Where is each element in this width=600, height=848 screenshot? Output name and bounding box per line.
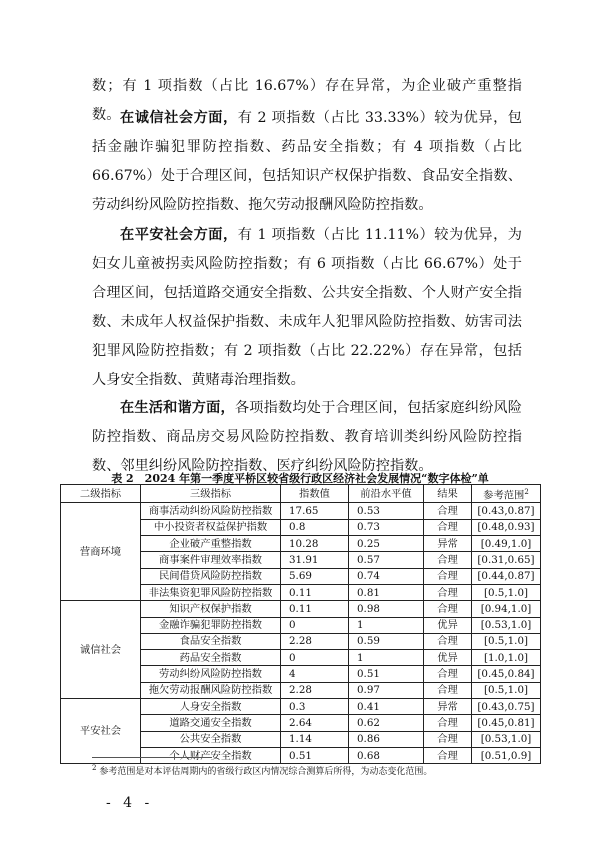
paragraph-safe-society — [92, 221, 522, 395]
index-value: 0.11 — [281, 601, 349, 617]
result: 合理 — [424, 715, 472, 731]
paragraph-lead: 在诚信社会方面， — [120, 110, 238, 126]
frontier-value: 0.73 — [349, 519, 424, 535]
header-index-value: 指数值 — [281, 485, 349, 503]
footnote-marker: 2 — [524, 488, 529, 496]
indicator-name: 个人财产安全指数 — [141, 747, 281, 763]
reference-range: [0.31,0.65] — [472, 552, 541, 568]
group-name: 营商环境 — [61, 503, 141, 601]
frontier-value: 1 — [349, 617, 424, 633]
result: 合理 — [424, 519, 472, 535]
index-value: 0.11 — [281, 584, 349, 600]
page-number: - 4 - — [106, 795, 154, 811]
result: 优异 — [424, 650, 472, 666]
result: 异常 — [424, 698, 472, 714]
reference-range: [0.5,1.0] — [472, 682, 541, 698]
result: 合理 — [424, 731, 472, 747]
frontier-value: 0.74 — [349, 568, 424, 584]
reference-range: [0.44,0.87] — [472, 568, 541, 584]
paragraph-enterprise-tail: 数；有 1 项指数（占比 16.67%）存在异常，为企业破产重整指数。 — [92, 78, 522, 123]
result: 合理 — [424, 601, 472, 617]
frontier-value: 0.98 — [349, 601, 424, 617]
result: 合理 — [424, 747, 472, 763]
indicator-name: 拖欠劳动报酬风险防控指数 — [141, 682, 281, 698]
header-frontier-value: 前沿水平值 — [349, 485, 424, 503]
paragraph-body: 有 2 项指数（占比 33.33%）较为优异，包括金融诈骗犯罪防控指数、药品安全指数；有 4 项指数（占比 66.67%）处于合理区间，包括知识产权保护指数、食品安全指数、劳动纠纷风险防控指数、拖欠劳动报酬风险防控指数。 — [92, 110, 522, 213]
index-value: 0.8 — [281, 519, 349, 535]
frontier-value: 0.68 — [349, 747, 424, 763]
indicator-name: 道路交通安全指数 — [141, 715, 281, 731]
header-level2: 二级指标 — [61, 485, 141, 503]
reference-range: [0.48,0.93] — [472, 519, 541, 535]
frontier-value: 0.59 — [349, 633, 424, 649]
group-name: 诚信社会 — [61, 601, 141, 699]
footnote-number: 2 — [92, 764, 97, 772]
reference-range: [0.53,1.0] — [472, 731, 541, 747]
frontier-value: 0.25 — [349, 536, 424, 552]
index-value: 0.51 — [281, 747, 349, 763]
group-name: 平安社会 — [61, 698, 141, 763]
frontier-value: 0.81 — [349, 584, 424, 600]
paragraph-body: 有 1 项指数（占比 11.11%）较为优异，为妇女儿童被拐卖风险防控指数；有 6 项指数（占比 66.67%）处于合理区间，包括道路交通安全指数、公共安全指数、个人财产安全指数、未成年人权益保护指数、未成年人犯罪风险防控指数、妨害司法犯罪风险防控指数；有 2 项指数（占比 22.22%）存在异常，包括人身安全指数、黄赌毒治理指数。 — [92, 227, 522, 388]
reference-range: [0.43,0.87] — [472, 503, 541, 519]
reference-range: [0.43,0.75] — [472, 698, 541, 714]
index-value: 4 — [281, 666, 349, 682]
footnote — [92, 764, 532, 777]
index-value: 5.69 — [281, 568, 349, 584]
paragraph-body: 各项指数均处于合理区间，包括家庭纠纷风险防控指数、商品房交易风险防控指数、教育培训类纠纷风险防控指数、邻里纠纷风险防控指数、医疗纠纷风险防控指数。 — [92, 400, 522, 474]
index-value: 2.28 — [281, 633, 349, 649]
header-result: 结果 — [424, 485, 472, 503]
indicator-name: 知识产权保护指数 — [141, 601, 281, 617]
paragraph-harmonious-life — [92, 394, 522, 481]
indicator-name: 商事活动纠纷风险防控指数 — [141, 503, 281, 519]
frontier-value: 1 — [349, 650, 424, 666]
reference-range: [0.94,1.0] — [472, 601, 541, 617]
paragraph-integrity-society — [92, 104, 522, 220]
frontier-value: 0.41 — [349, 698, 424, 714]
result: 合理 — [424, 584, 472, 600]
table-row — [61, 503, 541, 519]
reference-range: [0.45,0.81] — [472, 715, 541, 731]
header-reference-range: 参考范围$^2$ — [472, 485, 541, 503]
result: 合理 — [424, 633, 472, 649]
indicator-name: 药品安全指数 — [141, 650, 281, 666]
digital-checkup-table — [60, 484, 541, 764]
index-value: 0 — [281, 617, 349, 633]
result: 合理 — [424, 503, 472, 519]
index-value: 2.28 — [281, 682, 349, 698]
indicator-name: 食品安全指数 — [141, 633, 281, 649]
index-value: 0.3 — [281, 698, 349, 714]
index-value: 1.14 — [281, 731, 349, 747]
header-level3: 三级指标 — [141, 485, 281, 503]
reference-range: [0.5,1.0] — [472, 584, 541, 600]
indicator-name: 人身安全指数 — [141, 698, 281, 714]
indicator-name: 劳动纠纷风险防控指数 — [141, 666, 281, 682]
frontier-value: 0.62 — [349, 715, 424, 731]
result: 异常 — [424, 536, 472, 552]
reference-range: [0.5,1.0] — [472, 633, 541, 649]
indicator-name: 非法集资犯罪风险防控指数 — [141, 584, 281, 600]
frontier-value: 0.86 — [349, 731, 424, 747]
reference-range: [0.45,0.84] — [472, 666, 541, 682]
paragraph-lead: 在生活和谐方面， — [120, 400, 235, 416]
index-value: 2.64 — [281, 715, 349, 731]
table-row — [61, 698, 541, 714]
paragraph-lead: 在平安社会方面， — [120, 227, 238, 243]
frontier-value: 0.97 — [349, 682, 424, 698]
index-value: 17.65 — [281, 503, 349, 519]
footnote-text: 参考范围是对本评估周期内的省级行政区内情况综合测算后所得，为动态变化范围。 — [99, 767, 433, 777]
indicator-name: 中小投资者权益保护指数 — [141, 519, 281, 535]
frontier-value: 0.57 — [349, 552, 424, 568]
frontier-value: 0.53 — [349, 503, 424, 519]
frontier-value: 0.51 — [349, 666, 424, 682]
indicator-name: 公共安全指数 — [141, 731, 281, 747]
table-caption: 表 2 2024 年第一季度平桥区较省级行政区经济社会发展情况“数字体检”单 — [111, 472, 489, 485]
result: 合理 — [424, 568, 472, 584]
indicator-name: 金融诈骗犯罪防控指数 — [141, 617, 281, 633]
result: 优异 — [424, 617, 472, 633]
reference-range: [0.49,1.0] — [472, 536, 541, 552]
result: 合理 — [424, 666, 472, 682]
reference-range: [0.53,1.0] — [472, 617, 541, 633]
indicator-name: 企业破产重整指数 — [141, 536, 281, 552]
result: 合理 — [424, 552, 472, 568]
footnote-divider — [92, 757, 212, 758]
reference-range: [0.51,0.9] — [472, 747, 541, 763]
table-header-row — [61, 485, 541, 503]
reference-range: [1.0,1.0] — [472, 650, 541, 666]
index-value: 31.91 — [281, 552, 349, 568]
indicator-name: 商事案件审理效率指数 — [141, 552, 281, 568]
index-value: 10.28 — [281, 536, 349, 552]
indicator-name: 民间借贷风险防控指数 — [141, 568, 281, 584]
result: 合理 — [424, 682, 472, 698]
table-row — [61, 601, 541, 617]
index-value: 0 — [281, 650, 349, 666]
